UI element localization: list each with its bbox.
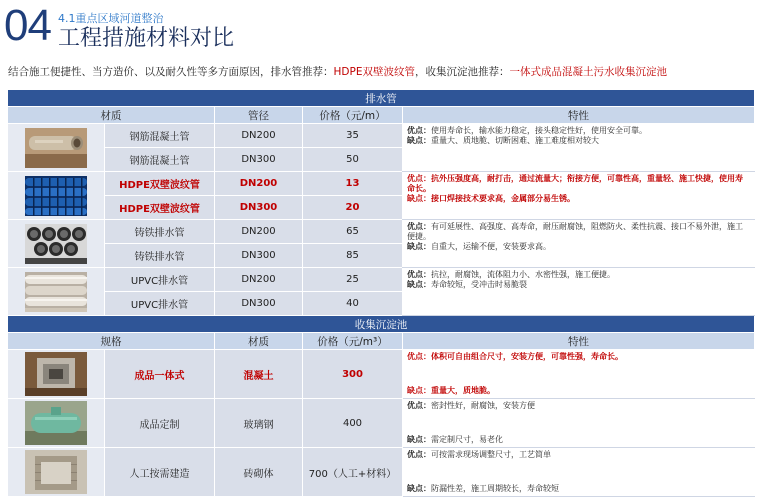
- tank-section-title: 收集沉淀池: [8, 316, 755, 333]
- pros-value: 密封性好，耐腐蚀，安装方便: [431, 401, 535, 410]
- features-cell: [403, 350, 755, 399]
- cons-text: [407, 386, 750, 396]
- upvc-pipe-photo: [8, 268, 105, 316]
- drain-header-price: 价格（元/m）: [303, 107, 403, 124]
- tank-header-price: 价格（元/m³）: [303, 333, 403, 350]
- cons-label: 缺点：: [407, 280, 431, 289]
- pros-text: [407, 450, 750, 460]
- pros-label: 优点：: [407, 401, 431, 410]
- table-row: [8, 448, 755, 497]
- drain-section-title: 排水管: [8, 90, 755, 107]
- diameter-cell: DN300: [215, 148, 303, 172]
- tank-header-material: 材质: [215, 333, 303, 350]
- cons-value: 重量大、质地脆、切断困难、施工难度相对较大: [431, 136, 599, 145]
- price-cell: 400: [303, 399, 403, 448]
- material-cell: 玻璃钢: [215, 399, 303, 448]
- features-cell: [403, 220, 755, 268]
- spec-cell: 成品一体式: [105, 350, 215, 399]
- price-cell: 13: [303, 172, 403, 196]
- tank-column-headers: [8, 333, 755, 350]
- pros-value: 可按需求现场调整尺寸，工艺简单: [431, 450, 551, 459]
- material-cell: UPVC排水管: [105, 292, 215, 316]
- price-cell: 40: [303, 292, 403, 316]
- material-cell: UPVC排水管: [105, 268, 215, 292]
- material-cell: 混凝土: [215, 350, 303, 399]
- table-row: [8, 220, 755, 244]
- material-cell: 钢筋混凝土管: [105, 148, 215, 172]
- material-cell: 铸铁排水管: [105, 244, 215, 268]
- pros-label: 优点：: [407, 222, 431, 231]
- pros-label: 优点：: [407, 174, 431, 183]
- features-cell: [403, 172, 755, 220]
- intro-text-b: ，收集沉淀池推荐：: [414, 66, 510, 78]
- cons-value: 接口焊接技术要求高，金属部分易生锈。: [431, 194, 575, 203]
- pros-value: 抗外压强度高，耐打击，通过流量大；衔接方便，可靠性高，重量轻、施工快捷，使用寿命长。: [407, 174, 743, 193]
- price-cell: 65: [303, 220, 403, 244]
- pros-text: [407, 352, 750, 362]
- pros-value: 体积可自由组合尺寸，安装方便，可靠性强，寿命长。: [431, 352, 623, 361]
- page-title: 工程措施材料对比: [58, 26, 235, 51]
- material-cell: HDPE双壁波纹管: [105, 196, 215, 220]
- features-cell: [403, 399, 755, 448]
- features-cell: [403, 124, 755, 172]
- fiberglass-tank-photo: [8, 399, 105, 448]
- cons-label: 缺点：: [407, 435, 431, 444]
- pros-label: 优点：: [407, 270, 431, 279]
- intro-drain-pick: HDPE双壁波纹管: [333, 66, 415, 78]
- spec-cell: 成品定制: [105, 399, 215, 448]
- pros-label: 优点：: [407, 450, 431, 459]
- cons-text: [407, 136, 750, 146]
- pros-text: [407, 270, 750, 280]
- comparison-table: [7, 89, 755, 497]
- diameter-cell: DN300: [215, 196, 303, 220]
- brick-tank-photo: [8, 448, 105, 497]
- features-cell: [403, 268, 755, 316]
- cons-value: 防漏性差，施工周期较长，寿命较短: [431, 484, 559, 493]
- table-row: [8, 124, 755, 148]
- diameter-cell: DN300: [215, 292, 303, 316]
- cons-label: 缺点：: [407, 136, 431, 145]
- table-row: [8, 172, 755, 196]
- cons-text: [407, 435, 750, 445]
- tank-header-features: 特性: [403, 333, 755, 350]
- cons-value: 重量大，质地脆。: [431, 386, 495, 395]
- pros-text: [407, 174, 750, 194]
- table-row: [8, 350, 755, 399]
- diameter-cell: DN200: [215, 220, 303, 244]
- tank-header-spec: 规格: [8, 333, 215, 350]
- drain-header-diameter: 管径: [215, 107, 303, 124]
- diameter-cell: DN200: [215, 124, 303, 148]
- pros-value: 使用寿命长，输水能力稳定，接头稳定性好，使用安全可靠。: [431, 126, 647, 135]
- intro-tank-pick: 一体式成品混凝土污水收集沉淀池: [509, 66, 667, 78]
- diameter-cell: DN300: [215, 244, 303, 268]
- cons-label: 缺点：: [407, 242, 431, 251]
- pros-text: [407, 222, 750, 242]
- features-cell: [403, 448, 755, 497]
- pros-value: 抗拉，耐腐蚀，流体阻力小、水密性强，施工便捷。: [431, 270, 615, 279]
- table-row: [8, 268, 755, 292]
- pros-value: 有可延展性、高强度、高寿命，耐压耐腐蚀，阻燃防火、柔性抗震、接口不易外泄，施工便捷。: [407, 222, 743, 241]
- cons-value: 需定制尺寸，易老化: [431, 435, 503, 444]
- material-cell: 砖砌体: [215, 448, 303, 497]
- intro-text-a: 结合施工便捷性、当方造价、以及耐久性等多方面原因，排水管推荐：: [8, 66, 334, 78]
- cons-label: 缺点：: [407, 194, 431, 203]
- section-number: 04: [4, 1, 51, 50]
- cons-text: [407, 242, 750, 252]
- price-cell: 50: [303, 148, 403, 172]
- price-cell: 700（人工+材料）: [303, 448, 403, 497]
- price-cell: 20: [303, 196, 403, 220]
- concrete-pipe-photo: [8, 124, 105, 172]
- drain-header-features: 特性: [403, 107, 755, 124]
- cons-label: 缺点：: [407, 484, 431, 493]
- material-cell: 钢筋混凝土管: [105, 124, 215, 148]
- diameter-cell: DN200: [215, 268, 303, 292]
- pros-text: [407, 401, 750, 411]
- cons-text: [407, 280, 750, 290]
- cons-value: 自重大，运输不便，安装要求高。: [431, 242, 551, 251]
- spec-cell: 人工按需建造: [105, 448, 215, 497]
- drain-section-header: [8, 90, 755, 107]
- pros-text: [407, 126, 750, 136]
- price-cell: 300: [303, 350, 403, 399]
- cast-iron-pipe-photo: [8, 220, 105, 268]
- cons-label: 缺点：: [407, 386, 431, 395]
- pros-label: 优点：: [407, 352, 431, 361]
- drain-header-material: 材质: [8, 107, 215, 124]
- cons-value: 寿命较短，受冲击时易脆裂: [431, 280, 527, 289]
- price-cell: 25: [303, 268, 403, 292]
- pros-label: 优点：: [407, 126, 431, 135]
- material-cell: 铸铁排水管: [105, 220, 215, 244]
- tank-section-header: [8, 316, 755, 333]
- intro-text: [8, 64, 667, 79]
- cons-text: [407, 484, 750, 494]
- price-cell: 35: [303, 124, 403, 148]
- precast-concrete-tank-photo: [8, 350, 105, 399]
- hdpe-pipe-photo: [8, 172, 105, 220]
- section-subtitle: 4.1重点区域河道整治: [58, 12, 164, 25]
- material-cell: HDPE双壁波纹管: [105, 172, 215, 196]
- diameter-cell: DN200: [215, 172, 303, 196]
- drain-column-headers: [8, 107, 755, 124]
- cons-text: [407, 194, 750, 204]
- table-row: [8, 399, 755, 448]
- price-cell: 85: [303, 244, 403, 268]
